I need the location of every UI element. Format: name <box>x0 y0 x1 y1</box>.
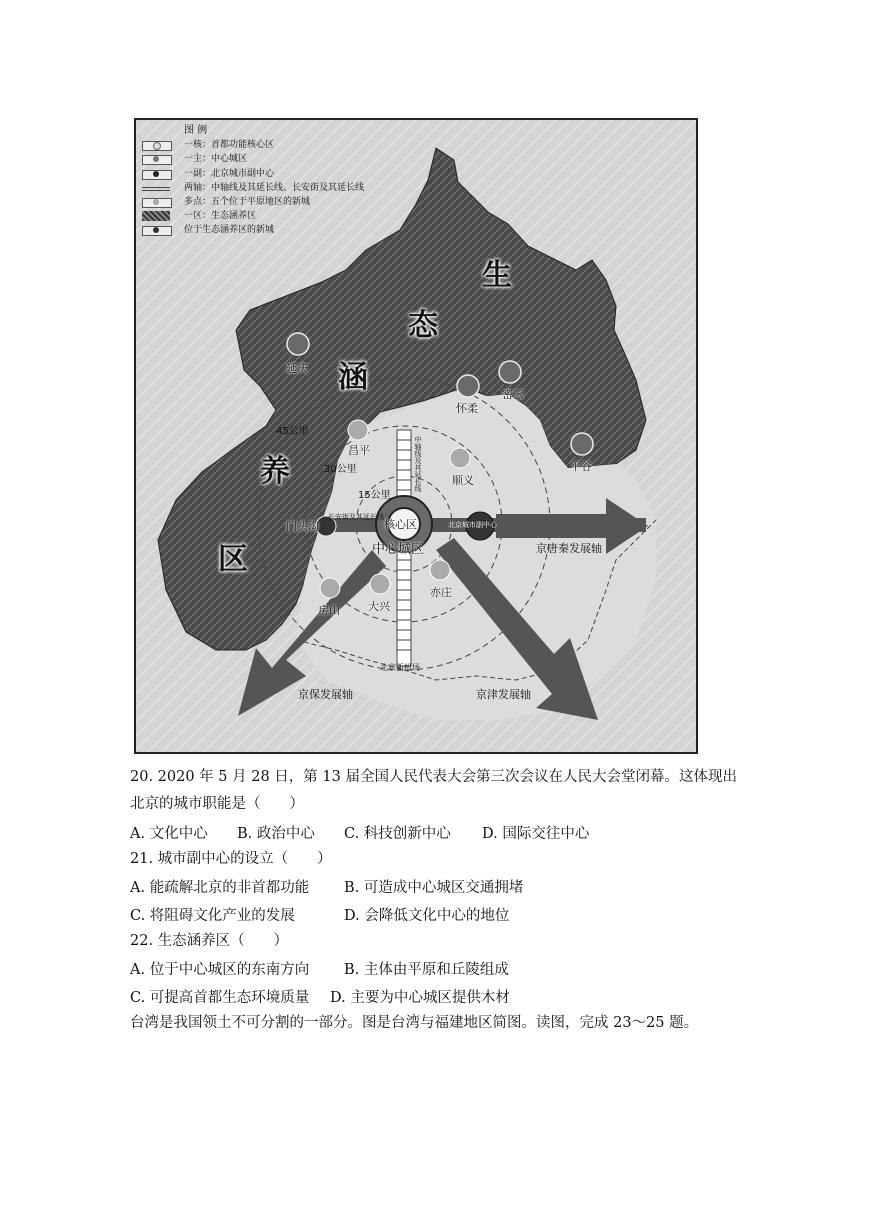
relief-texture-icon <box>142 211 172 221</box>
legend-item-core <box>142 138 364 152</box>
eco-char-sheng: 生 <box>482 258 512 293</box>
eco-char-tai: 态 <box>408 308 438 343</box>
eco-char-qu: 区 <box>218 542 248 577</box>
legend-item-points <box>142 195 364 209</box>
map-legend <box>142 124 364 238</box>
option-21-b: B. 可造成中心城区交通拥堵 <box>344 880 524 896</box>
town-changping-label: 昌平 <box>348 444 370 457</box>
legend-label: 位于生态涵养区的新城 <box>184 225 275 236</box>
central-district-label: 中心城区 <box>372 542 425 557</box>
town-changping-dot <box>348 420 368 440</box>
town-pinggu-dot <box>571 433 593 455</box>
town-fangshan-label: 房山 <box>318 604 340 617</box>
legend-label: 一区：生态涵养区 <box>184 211 257 222</box>
question-21: 21. 城市副中心的设立（ ） <box>130 851 332 867</box>
option-22-d: D. 主要为中心城区提供木材 <box>330 990 510 1006</box>
main-circle-icon <box>142 154 172 164</box>
core-circle-icon <box>142 140 172 150</box>
sub-circle-icon <box>142 169 172 179</box>
option-20-b: B. 政治中心 <box>237 826 315 842</box>
option-21-d: D. 会降低文化中心的地位 <box>344 908 510 924</box>
jingbao-axis-label: 京保发展轴 <box>298 688 353 701</box>
town-shunyi-dot <box>450 448 470 468</box>
question-22: 22. 生态涵养区（ ） <box>130 933 289 949</box>
eco-char-han: 涵 <box>338 360 368 395</box>
option-22-b: B. 主体由平原和丘陵组成 <box>344 962 509 978</box>
legend-label: 一副：北京城市副中心 <box>184 168 275 179</box>
legend-item-eco-town <box>142 223 364 237</box>
eco-dot-icon <box>142 225 172 235</box>
legend-label: 一核：首都功能核心区 <box>184 140 275 151</box>
option-20-c: C. 科技创新中心 <box>344 826 451 842</box>
legend-item-sub <box>142 167 364 181</box>
option-22-a: A. 位于中心城区的东南方向 <box>130 962 310 978</box>
option-20-d: D. 国际交往中心 <box>482 826 590 842</box>
town-miyun-label: 密云 <box>502 388 524 401</box>
option-20-a: A. 文化中心 <box>130 826 208 842</box>
town-daxing-label: 大兴 <box>368 600 390 613</box>
legend-label: 两轴：中轴线及其延长线、长安街及其延长线 <box>184 182 365 193</box>
jingtangqin-axis-label: 京唐秦发展轴 <box>536 542 602 555</box>
legend-label: 多点：五个位于平原地区的新城 <box>184 196 311 207</box>
town-pinggu-label: 平谷 <box>570 460 592 473</box>
distance-30km-label: 30公里 <box>324 464 357 475</box>
changan-axis-label: 长安街及其延长线 <box>328 513 384 521</box>
option-21-a: A. 能疏解北京的非首都功能 <box>130 880 310 896</box>
beijing-planning-map <box>134 118 698 754</box>
option-22-c: C. 可提高首都生态环境质量 <box>130 990 310 1006</box>
option-21-c: C. 将阻碍文化产业的发展 <box>130 908 295 924</box>
legend-item-zone <box>142 209 364 223</box>
town-shunyi-label: 顺义 <box>452 474 474 487</box>
legend-title: 图 例 <box>184 125 208 136</box>
town-daxing-dot <box>370 574 390 594</box>
axis-line-icon <box>142 183 172 193</box>
plain-dot-icon <box>142 197 172 207</box>
section-intro-23-25: 台湾是我国领土不可分割的一部分。图是台湾与福建地区简图。读图，完成 23～25 题。 <box>130 1015 699 1031</box>
legend-item-main <box>142 152 364 166</box>
core-district-label: 核心区 <box>384 518 417 531</box>
town-yizhuang-dot <box>430 560 450 580</box>
legend-item-axes <box>142 181 364 195</box>
town-huairou-label: 怀柔 <box>456 402 478 415</box>
new-airport-label: 北京新机场 <box>380 663 420 672</box>
central-axis-label: 中轴线及其延长线 <box>414 436 422 492</box>
subcenter-label: 北京城市副中心 <box>448 521 497 529</box>
town-huairou-dot <box>457 375 479 397</box>
town-mentougou-label: 门头沟 <box>286 520 319 533</box>
town-yanqing-label: 延庆 <box>286 362 308 375</box>
eco-char-yang: 养 <box>260 454 290 489</box>
town-fangshan-dot <box>320 578 340 598</box>
town-yanqing-dot <box>287 333 309 355</box>
question-20-line1: 20. 2020 年 5 月 28 日，第 13 届全国人民代表大会第三次会议在人民大会堂闭幕。这体现出 <box>130 769 737 785</box>
distance-45km-label: 45公里 <box>276 426 309 437</box>
town-miyun-dot <box>499 361 521 383</box>
town-yizhuang-label: 亦庄 <box>430 586 452 599</box>
distance-15km-label: 15公里 <box>358 490 391 501</box>
jingjin-axis-label: 京津发展轴 <box>476 688 531 701</box>
legend-label: 一主：中心城区 <box>184 154 248 165</box>
question-20-line2: 北京的城市职能是（ ） <box>130 796 304 812</box>
